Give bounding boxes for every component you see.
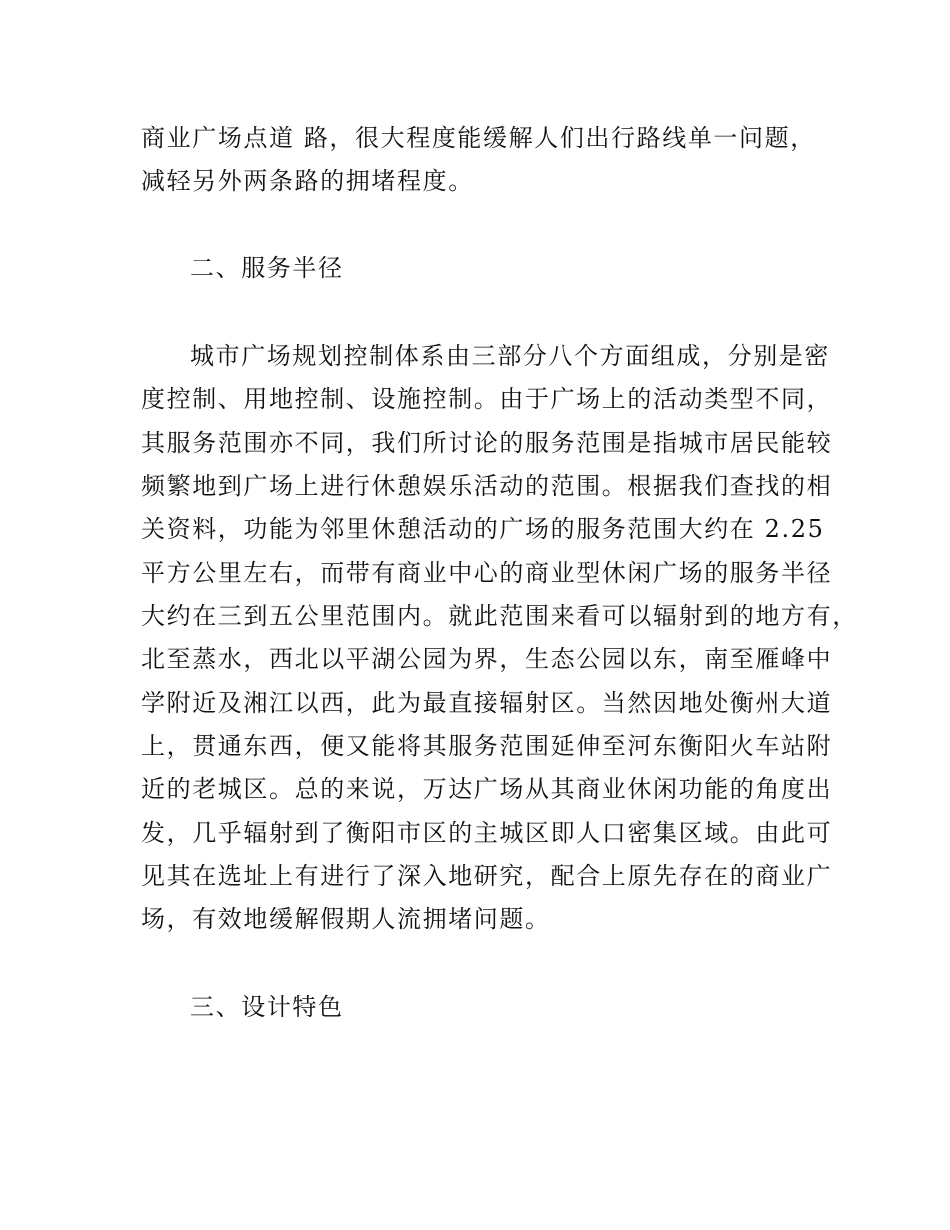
paragraph-line: 商业广场点道 路，很大程度能缓解人们出行路线单一问题， — [141, 124, 816, 152]
paragraph-line: 大约在三到五公里范围内。就此范围来看可以辐射到的地方有， — [141, 602, 858, 630]
paragraph-line: 减轻另外两条路的拥堵程度。 — [141, 167, 474, 195]
paragraph-line: 其服务范围亦不同，我们所讨论的服务范围是指城市居民能较 — [141, 429, 833, 457]
paragraph-line: 平方公里左右，而带有商业中心的商业型休闲广场的服务半径 — [141, 559, 833, 587]
paragraph-line: 近的老城区。总的来说，万达广场从其商业休闲功能的角度出 — [141, 775, 833, 803]
paragraph-line: 上，贯通东西，便又能将其服务范围延伸至河东衡阳火车站附 — [141, 732, 833, 760]
paragraph-line: 学附近及湘江以西，此为最直接辐射区。当然因地处衡州大道 — [141, 689, 833, 717]
paragraph-line: 频繁地到广场上进行休憩娱乐活动的范围。根据我们查找的相 — [141, 472, 833, 500]
paragraph-line: 北至蒸水，西北以平湖公园为界，生态公园以东，南至雁峰中 — [141, 645, 833, 673]
paragraph-line: 城市广场规划控制体系由三部分八个方面组成，分别是密 — [190, 342, 830, 370]
section-heading-design-features: 三、设计特色 — [190, 993, 344, 1021]
paragraph-line: 度控制、用地控制、设施控制。由于广场上的活动类型不同， — [141, 385, 833, 413]
section-heading-service-radius: 二、服务半径 — [190, 254, 344, 282]
paragraph-line: 见其在选址上有进行了深入地研究，配合上原先存在的商业广 — [141, 862, 833, 890]
paragraph-line: 发，几乎辐射到了衡阳市区的主城区即人口密集区域。由此可 — [141, 819, 833, 847]
paragraph-line: 关资料，功能为邻里休憩活动的广场的服务范围大约在 2.25 — [141, 515, 825, 543]
paragraph-line: 场，有效地缓解假期人流拥堵问题。 — [141, 905, 551, 933]
